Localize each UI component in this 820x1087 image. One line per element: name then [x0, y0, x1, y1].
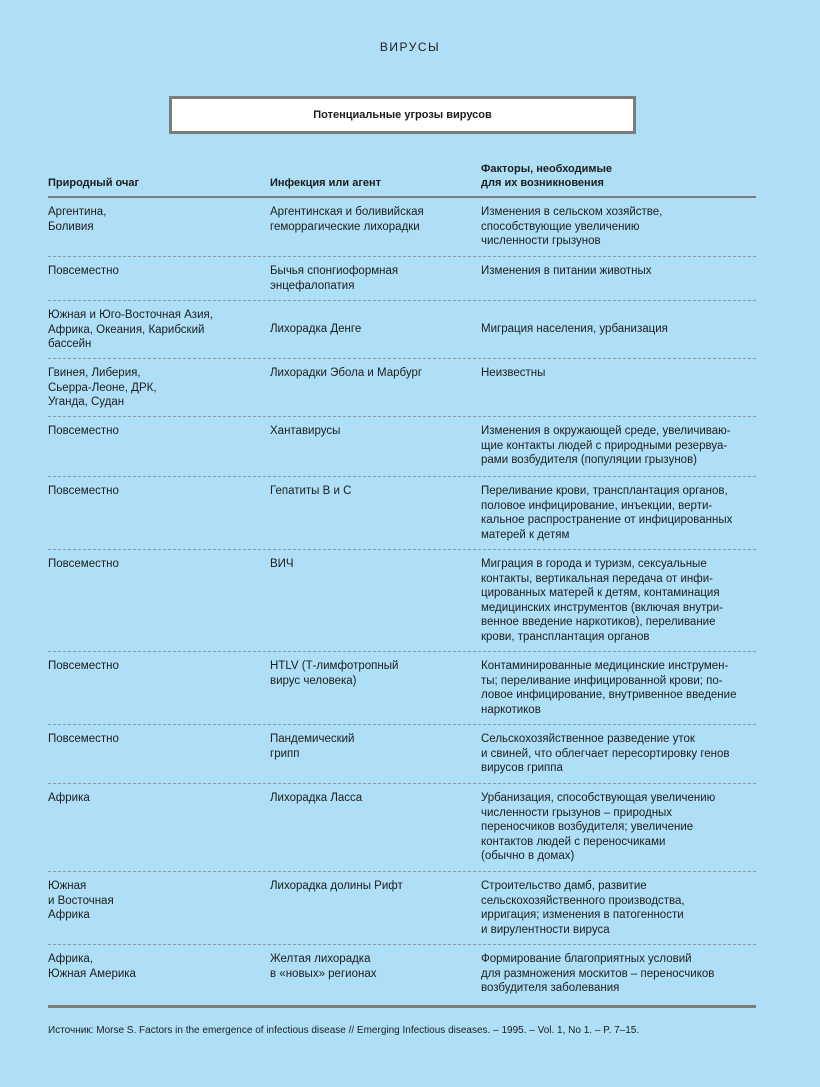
cell-agent: Желтая лихорадка в «новых» регионах — [270, 953, 377, 980]
cell-agent: Хантавирусы — [270, 425, 341, 437]
table-row — [48, 725, 756, 784]
table-row — [48, 257, 756, 301]
cell-factors: Миграция населения, урбанизация — [481, 323, 668, 335]
cell-factors: Переливание крови, трансплантация органов, половое инфицирование, инъекции, верти- кальное распространение от инфицированных матерей к детям — [481, 485, 733, 541]
cell-focus: Африка — [48, 792, 90, 804]
table-row — [48, 784, 756, 872]
cell-factors: Неизвестны — [481, 367, 546, 379]
table-row — [48, 652, 756, 725]
cell-agent: Бычья спонгиоформная энцефалопатия — [270, 265, 399, 292]
cell-agent: ВИЧ — [270, 558, 294, 570]
table-bottom-rule — [48, 1005, 756, 1008]
cell-focus: Южная и Восточная Африка — [48, 880, 114, 921]
cell-focus: Повсеместно — [48, 733, 119, 745]
cell-focus: Африка, Южная Америка — [48, 953, 136, 980]
column-header-focus: Природный очаг — [48, 177, 140, 189]
cell-focus: Южная и Юго-Восточная Азия, Африка, Океания, Карибский бассейн — [48, 309, 213, 350]
cell-factors: Контаминированные медицинские инструмен- ты; переливание инфицированной крови; по- ловое инфицирование, внутривенное введение наркотиков — [481, 660, 737, 716]
cell-agent: Лихорадки Эбола и Марбург — [270, 367, 423, 379]
table-title: Потенциальные угрозы вирусов — [313, 109, 492, 121]
cell-focus: Повсеместно — [48, 425, 119, 437]
source-note: Источник: Morse S. Factors in the emergence of infectious disease // Emerging Infectious diseases. – 1995. – Vol. 1, No 1. – P. 7–15. — [48, 1025, 640, 1036]
cell-agent: Гепатиты В и С — [270, 485, 352, 497]
cell-factors: Сельскохозяйственное разведение уток и свиней, что облегчает пересортировку генов вирусов гриппа — [481, 733, 730, 774]
table-row — [48, 198, 756, 257]
cell-agent: Лихорадка Ласса — [270, 792, 363, 804]
table-row — [48, 301, 756, 359]
threats-table — [48, 198, 756, 1015]
column-header-factors: Факторы, необходимые для их возникновения — [481, 163, 613, 189]
table-row — [48, 417, 756, 477]
cell-focus: Повсеместно — [48, 558, 119, 570]
table-title-box — [169, 96, 636, 134]
cell-focus: Повсеместно — [48, 265, 119, 277]
column-header-agent: Инфекция или агент — [270, 177, 382, 189]
cell-focus: Повсеместно — [48, 485, 119, 497]
cell-focus: Аргентина, Боливия — [48, 206, 107, 233]
cell-agent: HTLV (Т-лимфотропный вирус человека) — [270, 660, 399, 687]
cell-focus: Гвинея, Либерия, Сьерра-Леоне, ДРК, Уганда, Судан — [48, 367, 157, 408]
table-row — [48, 872, 756, 945]
cell-factors: Миграция в города и туризм, сексуальные контакты, вертикальная передача от инфи- цированных матерей к детям, контаминация медицинских инструментов (включая внутри- венное введение наркотиков), переливание крови, трансплантация органов — [481, 558, 723, 643]
cell-agent: Лихорадка долины Рифт — [270, 880, 403, 892]
cell-agent: Пандемический грипп — [270, 733, 355, 760]
cell-agent: Аргентинская и боливийская геморрагические лихорадки — [270, 206, 424, 233]
cell-factors: Строительство дамб, развитие сельскохозяйственного производства, ирригация; изменения в патогенности и вирулентности вируса — [481, 880, 685, 936]
cell-factors: Формирование благоприятных условий для размножения москитов – переносчиков возбудителя заболевания — [481, 953, 715, 994]
cell-factors: Урбанизация, способствующая увеличению численности грызунов – природных переносчиков возбудителя; увеличение контактов людей с переносчиками (обычно в домах) — [481, 792, 716, 862]
page-header: ВИРУСЫ — [379, 40, 441, 54]
table-row — [48, 359, 756, 417]
table-row — [48, 550, 756, 652]
table-row — [48, 477, 756, 550]
table-header — [48, 160, 756, 196]
cell-factors: Изменения в окружающей среде, увеличиваю- щие контакты людей с природными резервуа- рами возбудителя (популяции грызунов) — [481, 425, 731, 466]
cell-factors: Изменения в питании животных — [481, 265, 652, 277]
cell-agent: Лихорадка Денге — [270, 323, 362, 335]
cell-focus: Повсеместно — [48, 660, 119, 672]
cell-factors: Изменения в сельском хозяйстве, способствующие увеличению численности грызунов — [481, 206, 663, 247]
